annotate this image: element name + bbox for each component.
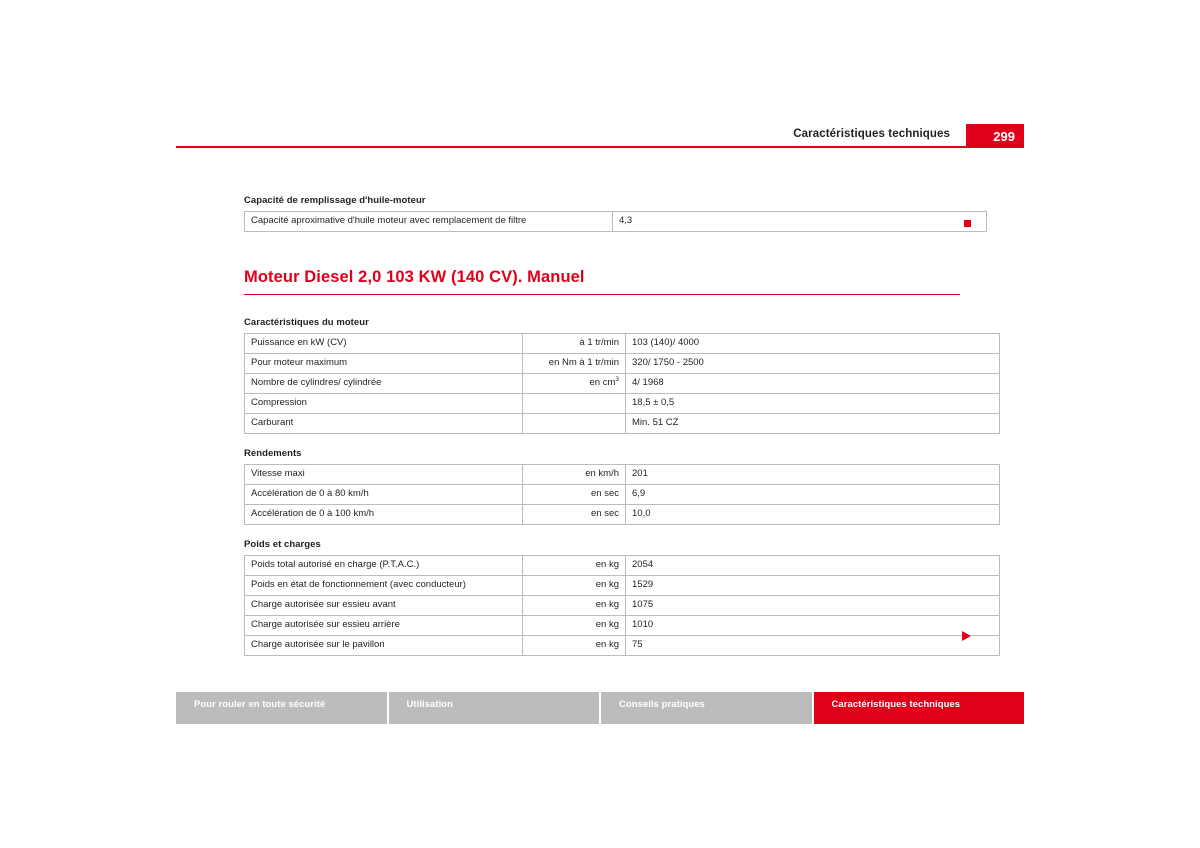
row-label: Charge autorisée sur le pavillon bbox=[245, 636, 523, 656]
table-row bbox=[245, 465, 1000, 485]
table-row bbox=[245, 334, 1000, 354]
row-value: 6,9 bbox=[626, 485, 1000, 505]
row-value: 18,5 ± 0,5 bbox=[626, 394, 1000, 414]
row-label: Nombre de cylindres/ cylindrée bbox=[245, 374, 523, 394]
row-unit: en sec bbox=[523, 505, 626, 525]
row-unit: à 1 tr/min bbox=[523, 334, 626, 354]
row-label: Vitesse maxi bbox=[245, 465, 523, 485]
red-triangle-icon bbox=[962, 631, 971, 641]
footer-tab-securite[interactable] bbox=[176, 692, 389, 724]
footer-tabs bbox=[176, 692, 1024, 724]
row-value: 1529 bbox=[626, 576, 1000, 596]
row-unit: en kg bbox=[523, 616, 626, 636]
row-value: 4,3 bbox=[613, 212, 987, 232]
table-row bbox=[245, 212, 987, 232]
row-unit: en Nm à 1 tr/min bbox=[523, 354, 626, 374]
table-row bbox=[245, 354, 1000, 374]
row-label: Accélération de 0 à 80 km/h bbox=[245, 485, 523, 505]
row-unit-base: en cm bbox=[589, 377, 616, 389]
performance-caption: Rendements bbox=[244, 448, 302, 459]
table-row bbox=[245, 616, 1000, 636]
row-label: Accélération de 0 à 100 km/h bbox=[245, 505, 523, 525]
footer-tab-label: Caractéristiques techniques bbox=[831, 699, 961, 710]
row-unit: en km/h bbox=[523, 465, 626, 485]
row-value: Min. 51 CZ bbox=[626, 414, 1000, 434]
row-value: 2054 bbox=[626, 556, 1000, 576]
row-label: Poids total autorisé en charge (P.T.A.C.) bbox=[245, 556, 523, 576]
row-label: Capacité aproximative d'huile moteur avec remplacement de filtre bbox=[245, 212, 613, 232]
row-value: 75 bbox=[626, 636, 1000, 656]
footer-tab-label: Conseils pratiques bbox=[619, 699, 705, 710]
table-row bbox=[245, 414, 1000, 434]
footer-tab-label: Pour rouler en toute sécurité bbox=[194, 699, 326, 710]
row-unit: en kg bbox=[523, 576, 626, 596]
oil-capacity-table bbox=[244, 211, 987, 232]
row-unit bbox=[523, 394, 626, 414]
row-value: 4/ 1968 bbox=[626, 374, 1000, 394]
row-label: Poids en état de fonctionnement (avec conducteur) bbox=[245, 576, 523, 596]
section-divider bbox=[244, 294, 960, 295]
weights-block bbox=[244, 539, 984, 656]
row-value: 103 (140)/ 4000 bbox=[626, 334, 1000, 354]
row-label: Charge autorisée sur essieu avant bbox=[245, 596, 523, 616]
red-square-icon bbox=[964, 220, 971, 227]
row-unit: en kg bbox=[523, 556, 626, 576]
row-label: Charge autorisée sur essieu arrière bbox=[245, 616, 523, 636]
table-row bbox=[245, 505, 1000, 525]
engine-characteristics-caption: Caractéristiques du moteur bbox=[244, 317, 369, 328]
weights-table bbox=[244, 555, 1000, 656]
row-unit: en kg bbox=[523, 596, 626, 616]
row-value: 1010 bbox=[626, 616, 1000, 636]
table-row bbox=[245, 394, 1000, 414]
footer-tab-utilisation[interactable] bbox=[389, 692, 602, 724]
row-unit: en sec bbox=[523, 485, 626, 505]
oil-capacity-block bbox=[244, 195, 984, 232]
section-title: Moteur Diesel 2,0 103 KW (140 CV). Manuel bbox=[244, 268, 585, 286]
row-label: Compression bbox=[245, 394, 523, 414]
footer-tab-label: Utilisation bbox=[406, 699, 453, 710]
engine-characteristics-block bbox=[244, 317, 984, 434]
table-row bbox=[245, 374, 1000, 394]
row-label: Carburant bbox=[245, 414, 523, 434]
page-content bbox=[244, 0, 984, 656]
row-label: Pour moteur maximum bbox=[245, 354, 523, 374]
footer-tab-caracteristiques[interactable] bbox=[814, 692, 1025, 724]
row-unit bbox=[523, 374, 626, 394]
page-number-badge: 299 bbox=[966, 124, 1024, 148]
performance-block bbox=[244, 448, 984, 525]
engine-section bbox=[244, 268, 984, 295]
weights-caption: Poids et charges bbox=[244, 539, 321, 550]
header-title: Caractéristiques techniques bbox=[793, 128, 950, 140]
table-row bbox=[245, 596, 1000, 616]
row-unit bbox=[523, 414, 626, 434]
table-row bbox=[245, 485, 1000, 505]
row-value: 201 bbox=[626, 465, 1000, 485]
row-value: 10,0 bbox=[626, 505, 1000, 525]
row-label: Puissance en kW (CV) bbox=[245, 334, 523, 354]
oil-capacity-caption: Capacité de remplissage d'huile-moteur bbox=[244, 195, 426, 206]
performance-table bbox=[244, 464, 1000, 525]
table-row bbox=[245, 556, 1000, 576]
footer-tab-conseils[interactable] bbox=[601, 692, 814, 724]
row-unit: en kg bbox=[523, 636, 626, 656]
row-value: 320/ 1750 - 2500 bbox=[626, 354, 1000, 374]
engine-characteristics-table bbox=[244, 333, 1000, 434]
table-row bbox=[245, 636, 1000, 656]
row-value: 1075 bbox=[626, 596, 1000, 616]
row-unit-exponent: 3 bbox=[615, 376, 619, 384]
table-row bbox=[245, 576, 1000, 596]
